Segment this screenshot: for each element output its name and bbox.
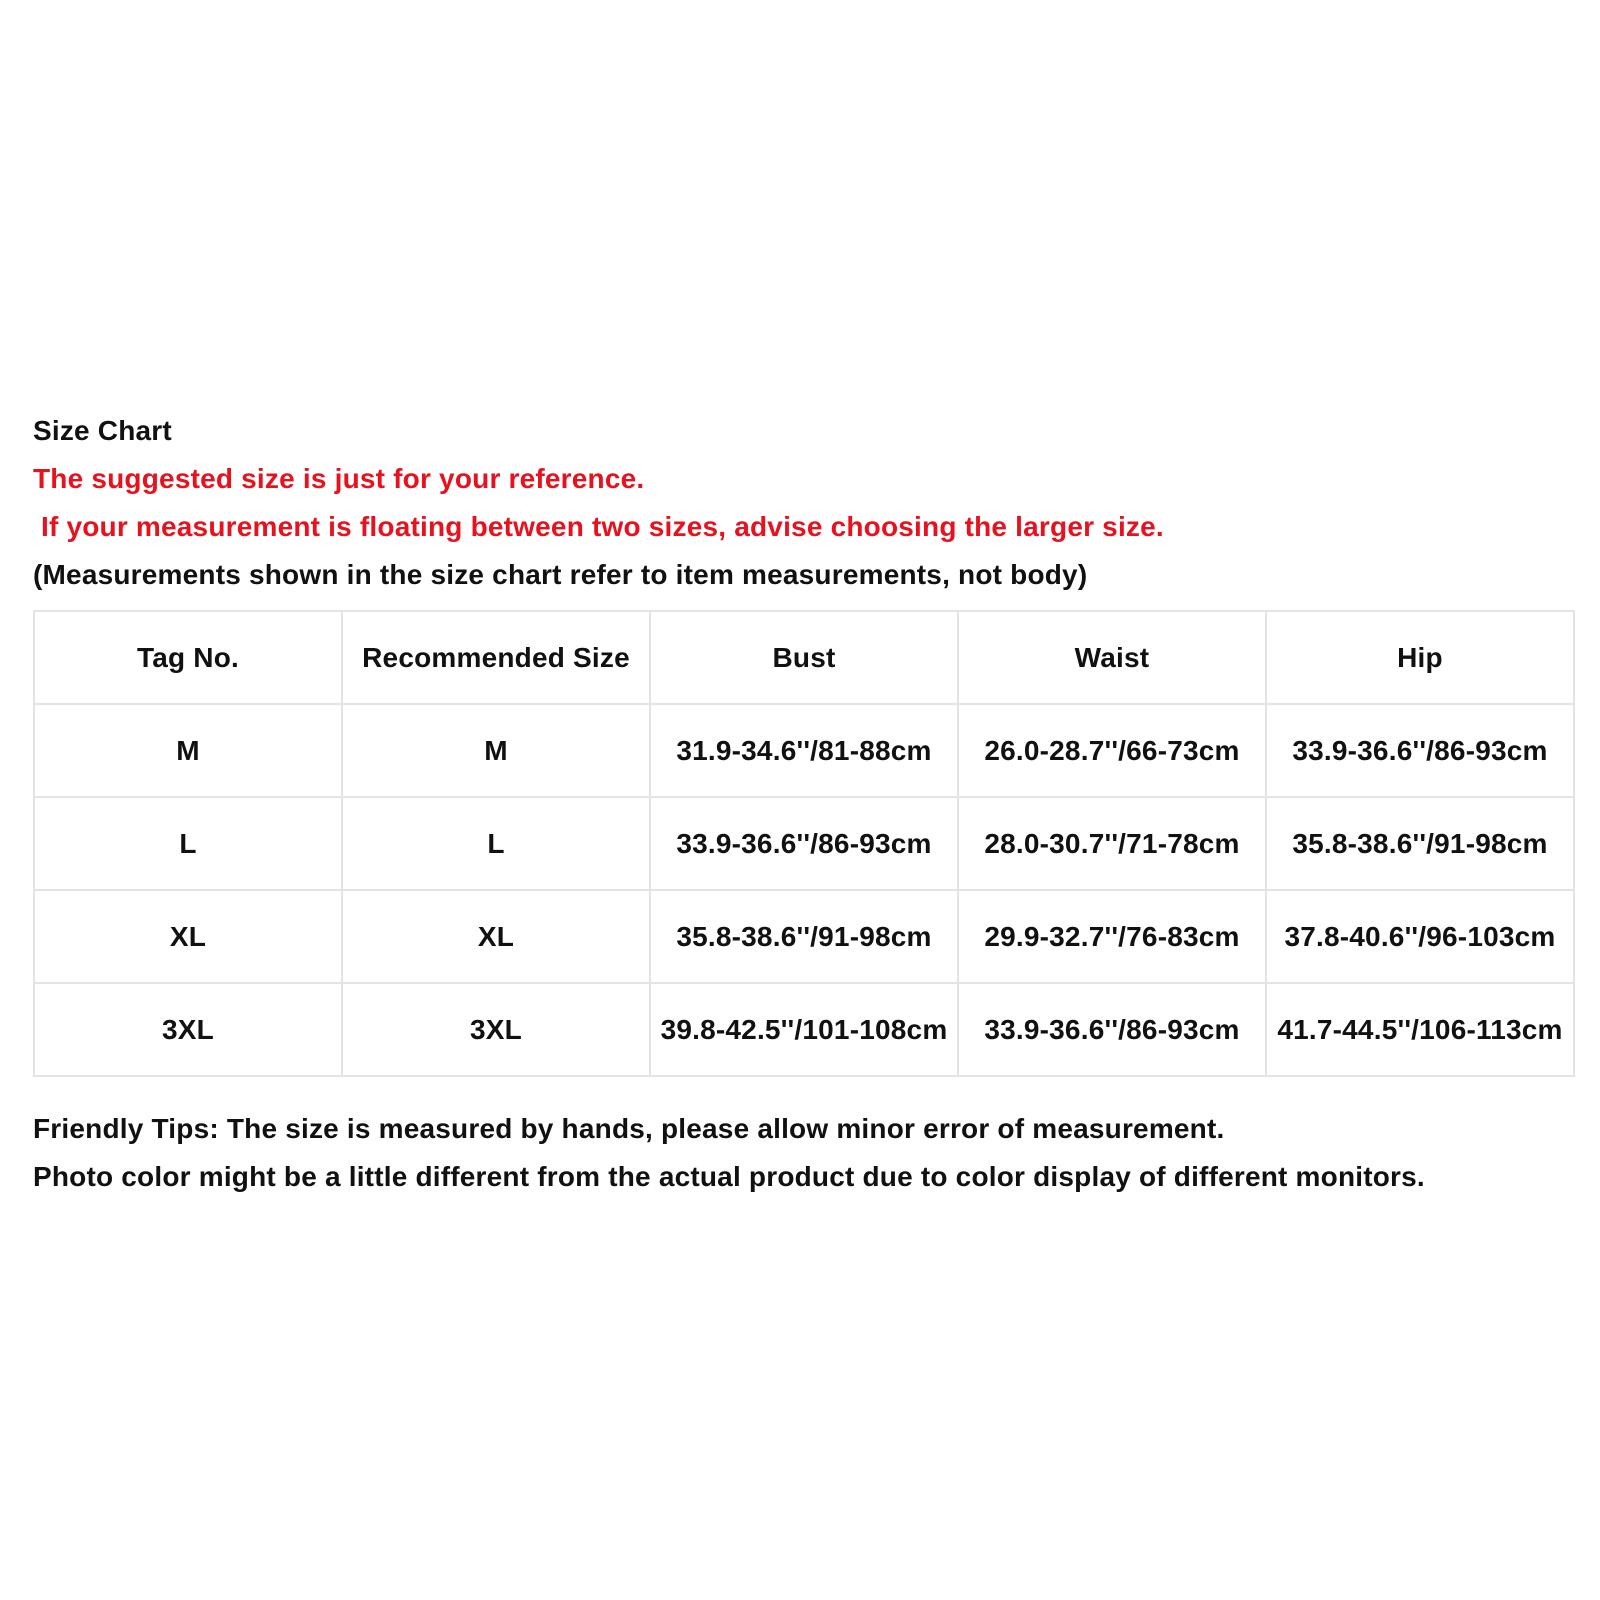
cell-tag-no: M (34, 704, 342, 797)
cell-bust: 33.9-36.6''/86-93cm (650, 797, 958, 890)
cell-waist: 28.0-30.7''/71-78cm (958, 797, 1266, 890)
reference-note: The suggested size is just for your reference. (33, 463, 645, 494)
cell-hip: 41.7-44.5''/106-113cm (1266, 983, 1574, 1076)
column-header-hip: Hip (1266, 611, 1574, 704)
cell-recommended-size: M (342, 704, 650, 797)
column-header-bust: Bust (650, 611, 958, 704)
friendly-tips (33, 1105, 1573, 1201)
cell-recommended-size: L (342, 797, 650, 890)
cell-hip: 33.9-36.6''/86-93cm (1266, 704, 1574, 797)
cell-bust: 35.8-38.6''/91-98cm (650, 890, 958, 983)
table-row (34, 797, 1574, 890)
cell-hip: 37.8-40.6''/96-103cm (1266, 890, 1574, 983)
table-header-row (34, 611, 1574, 704)
color-tip: Photo color might be a little different from the actual product due to color display of different monitors. (33, 1161, 1425, 1192)
measurement-tip: Friendly Tips: The size is measured by hands, please allow minor error of measurement. (33, 1113, 1225, 1144)
table-row (34, 983, 1574, 1076)
cell-tag-no: L (34, 797, 342, 890)
cell-waist: 33.9-36.6''/86-93cm (958, 983, 1266, 1076)
size-table (33, 610, 1575, 1077)
cell-recommended-size: XL (342, 890, 650, 983)
size-chart-header (33, 407, 1573, 599)
cell-bust: 39.8-42.5''/101-108cm (650, 983, 958, 1076)
cell-recommended-size: 3XL (342, 983, 650, 1076)
column-header-recommended-size: Recommended Size (342, 611, 650, 704)
cell-bust: 31.9-34.6''/81-88cm (650, 704, 958, 797)
table-row (34, 704, 1574, 797)
cell-tag-no: XL (34, 890, 342, 983)
table-row (34, 890, 1574, 983)
cell-tag-no: 3XL (34, 983, 342, 1076)
measurement-disclaimer: (Measurements shown in the size chart refer to item measurements, not body) (33, 559, 1088, 590)
cell-hip: 35.8-38.6''/91-98cm (1266, 797, 1574, 890)
column-header-tag-no: Tag No. (34, 611, 342, 704)
larger-size-advice: If your measurement is floating between two sizes, advise choosing the larger size. (33, 511, 1164, 542)
cell-waist: 29.9-32.7''/76-83cm (958, 890, 1266, 983)
cell-waist: 26.0-28.7''/66-73cm (958, 704, 1266, 797)
page-title: Size Chart (33, 415, 172, 446)
column-header-waist: Waist (958, 611, 1266, 704)
